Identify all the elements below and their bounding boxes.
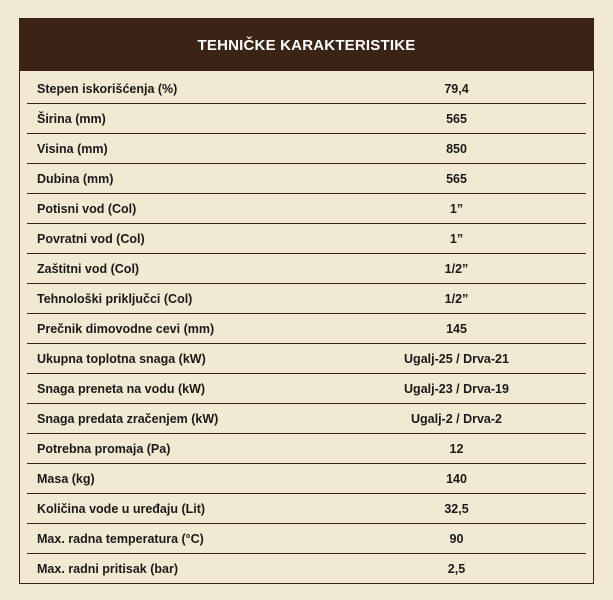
row-label: Snaga preneta na vodu (kW) [37, 381, 206, 396]
row-label: Visina (mm) [37, 141, 108, 156]
row-label: Dubina (mm) [37, 171, 114, 186]
table-row [27, 134, 586, 164]
table-row [27, 194, 586, 224]
row-value: Ugalj-23 / Drva-19 [404, 381, 509, 396]
row-label: Max. radna temperatura (°C) [37, 531, 204, 546]
row-value: 145 [446, 321, 467, 336]
table-row [27, 284, 586, 314]
table-row [27, 344, 586, 374]
row-value: 1/2” [444, 291, 469, 306]
row-label: Stepen iskorišćenja (%) [37, 81, 178, 96]
row-label: Prečnik dimovodne cevi (mm) [37, 321, 215, 336]
row-label: Potrebna promaja (Pa) [37, 441, 171, 456]
table-row [27, 464, 586, 494]
row-value: 850 [446, 141, 467, 156]
row-label: Ukupna toplotna snaga (kW) [37, 351, 206, 366]
table-row [27, 224, 586, 254]
row-value: 565 [446, 171, 467, 186]
row-label: Snaga predata zračenjem (kW) [37, 411, 219, 426]
table-row [27, 494, 586, 524]
row-label: Tehnološki priključci (Col) [37, 291, 193, 306]
row-label: Povratni vod (Col) [37, 231, 145, 246]
row-value: 32,5 [444, 501, 469, 516]
spec-table [19, 18, 594, 584]
table-row [27, 314, 586, 344]
row-label: Zaštitni vod (Col) [37, 261, 140, 276]
table-title: TEHNIČKE KARAKTERISTIKE [20, 19, 593, 71]
row-value: 1” [449, 231, 464, 246]
row-value: Ugalj-2 / Drva-2 [410, 411, 502, 426]
table-row [27, 164, 586, 194]
table-row [27, 74, 586, 104]
row-value: 1” [449, 201, 464, 216]
table-body [20, 74, 593, 584]
row-value: 565 [446, 111, 467, 126]
row-value: 12 [449, 441, 464, 456]
row-label: Količina vode u uređaju (Lit) [37, 501, 206, 516]
table-row [27, 434, 586, 464]
table-row [27, 374, 586, 404]
row-label: Masa (kg) [37, 471, 95, 486]
row-value: 1/2” [444, 261, 469, 276]
row-value: 79,4 [444, 81, 469, 96]
row-value: 140 [446, 471, 467, 486]
row-label: Potisni vod (Col) [37, 201, 137, 216]
table-row [27, 104, 586, 134]
table-row [27, 254, 586, 284]
row-label: Max. radni pritisak (bar) [37, 561, 179, 576]
row-value: 2,5 [447, 561, 466, 576]
table-row [27, 554, 586, 584]
table-row [27, 404, 586, 434]
row-label: Širina (mm) [37, 111, 106, 126]
row-value: Ugalj-25 / Drva-21 [404, 351, 509, 366]
table-row [27, 524, 586, 554]
row-value: 90 [449, 531, 464, 546]
